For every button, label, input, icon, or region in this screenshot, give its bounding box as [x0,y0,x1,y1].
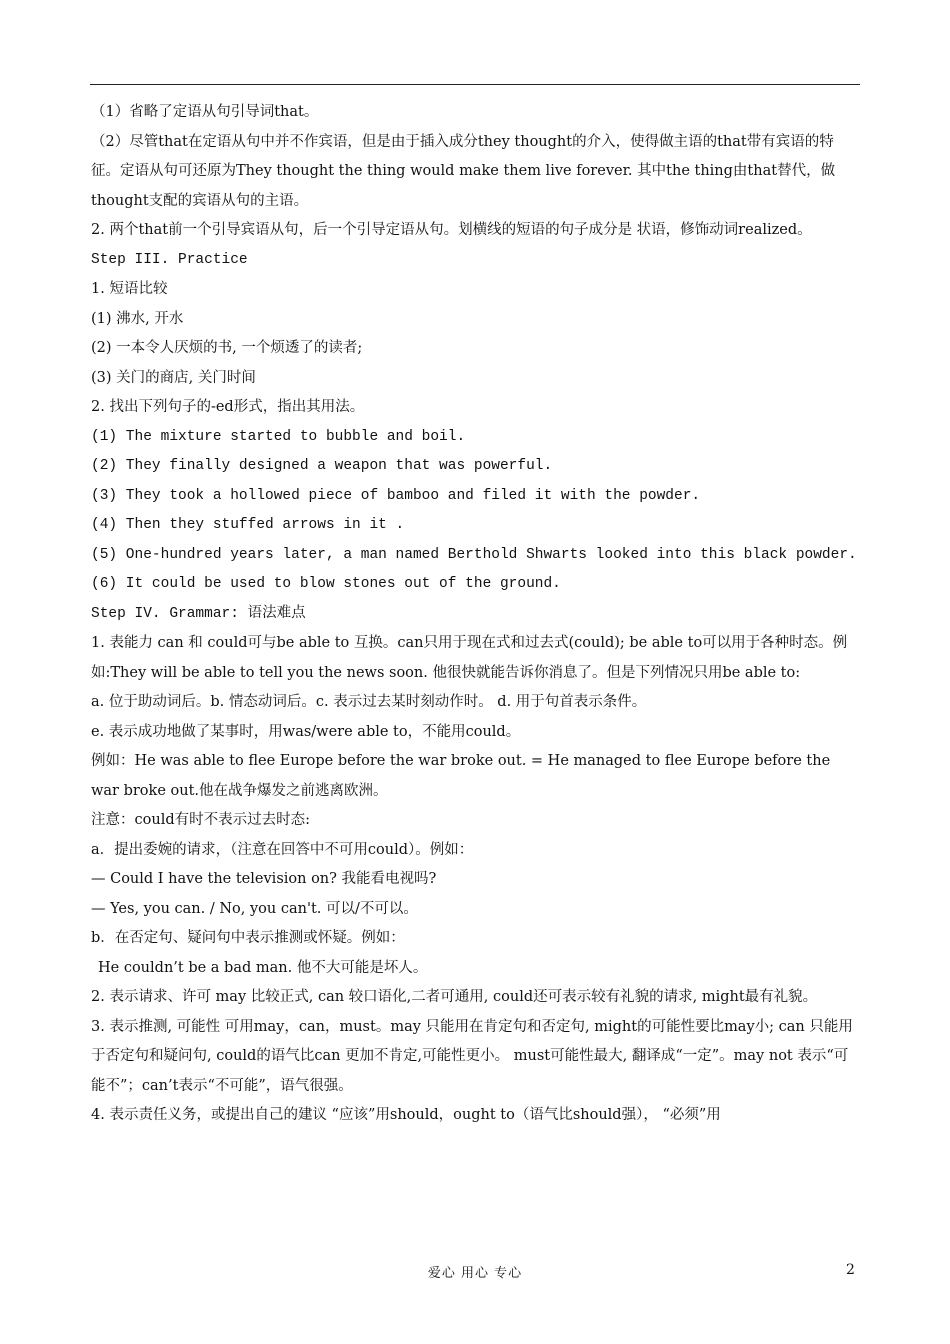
example-sentence: (1) The mixture started to bubble and boil. [91,428,466,445]
text-line: 1. 短语比较 [91,281,168,297]
dialogue-line: — Yes, you can. / No, you can't. 可以/不可以。 [91,900,418,917]
text-line: b．在否定句、疑问句中表示推测或怀疑。例如： [91,930,405,946]
text-line: e. 表示成功地做了某事时，用was/were able to，不能用could。 [91,723,521,740]
example-sentence: (4) Then they stuffed arrows in it . [91,517,405,533]
text-line: 注意：could有时不表示过去时态: [91,812,310,828]
document-body [91,98,859,1131]
example-sentence: (2) They finally designed a weapon that was powerful. [91,458,553,474]
section-heading: Step IV. Grammar: 语法难点 [91,605,306,622]
text-line: （2）尽管that在定语从句中并不作宾语，但是由于插入成分they thought的介入，使得做主语的that带有宾语的特征。定语从句可还原为They thought the thing would make them live forever. 其中the thing由that替代，做thought支配的宾语从句的主语。 [91,133,836,209]
example-sentence: (6) It could be used to blow stones out of the ground. [91,576,561,592]
dialogue-line: — Could I have the television on? 我能看电视吗? [91,871,437,887]
section-heading: Step III. Practice [91,251,248,268]
footer-motto: 爱心 用心 专心 [427,1266,523,1281]
example-sentence: (3) They took a hollowed piece of bamboo and filed it with the powder. [91,487,701,504]
header-rule [90,84,860,85]
text-line: 1. 表能力 can 和 could可与be able to 互换。can只用于现在式和过去式(could); be able to可以用于各种时态。例如:They will be able to tell you the news soon. 他很快就能告诉你消息了。但是下列情况只用be able to: [91,635,848,681]
text-line: （1）省略了定语从句引导词that。 [91,104,319,120]
text-line: a．提出委婉的请求，（注意在回答中不可用could）。例如： [91,841,474,858]
text-line: 2. 两个that前一个引导宾语从句，后一个引导定语从句。划横线的短语的句子成分是 状语，修饰动词realized。 [91,222,812,238]
text-line: 例如：He was able to flee Europe before the war broke out. = He managed to flee Europe before the war broke out.他在战争爆发之前逃离欧洲。 [91,753,831,799]
text-line: 4. 表示责任义务，或提出自己的建议 “应该”用should，ought to（语气比should强）， “必须”用 [91,1107,721,1123]
text-line: (2) 一本令人厌烦的书, 一个烦透了的读者; [91,340,363,356]
text-line: 3. 表示推测, 可能性 可用may，can，must。may 只能用在肯定句和否定句, might的可能性要比may小; can 只能用于否定句和疑问句, could的语气比can 更加不肯定,可能性更小。 must可能性最大, 翻译成“一定”。may not 表示“可能不”；can’t表示“不可能”，语气很强。 [91,1018,853,1094]
text-line: (1) 沸水, 开水 [91,310,184,327]
text-line: 2. 找出下列句子的-ed形式，指出其用法。 [91,399,365,415]
example-sentence: (5) One-hundred years later, a man named Berthold Shwarts looked into this black powder. [91,546,857,563]
page-number: 2 [846,1262,855,1278]
text-line: (3) 关门的商店, 关门时间 [91,369,256,386]
text-line: a. 位于助动词后。b. 情态动词后。c. 表示过去某时刻动作时。 d. 用于句首表示条件。 [91,694,647,710]
text-line: 2. 表示请求、许可 may 比较正式, can 较口语化,二者可通用, could还可表示较有礼貌的请求, might最有礼貌。 [91,989,818,1005]
example-sentence: He couldn’t be a bad man. 他不大可能是坏人。 [98,959,428,976]
